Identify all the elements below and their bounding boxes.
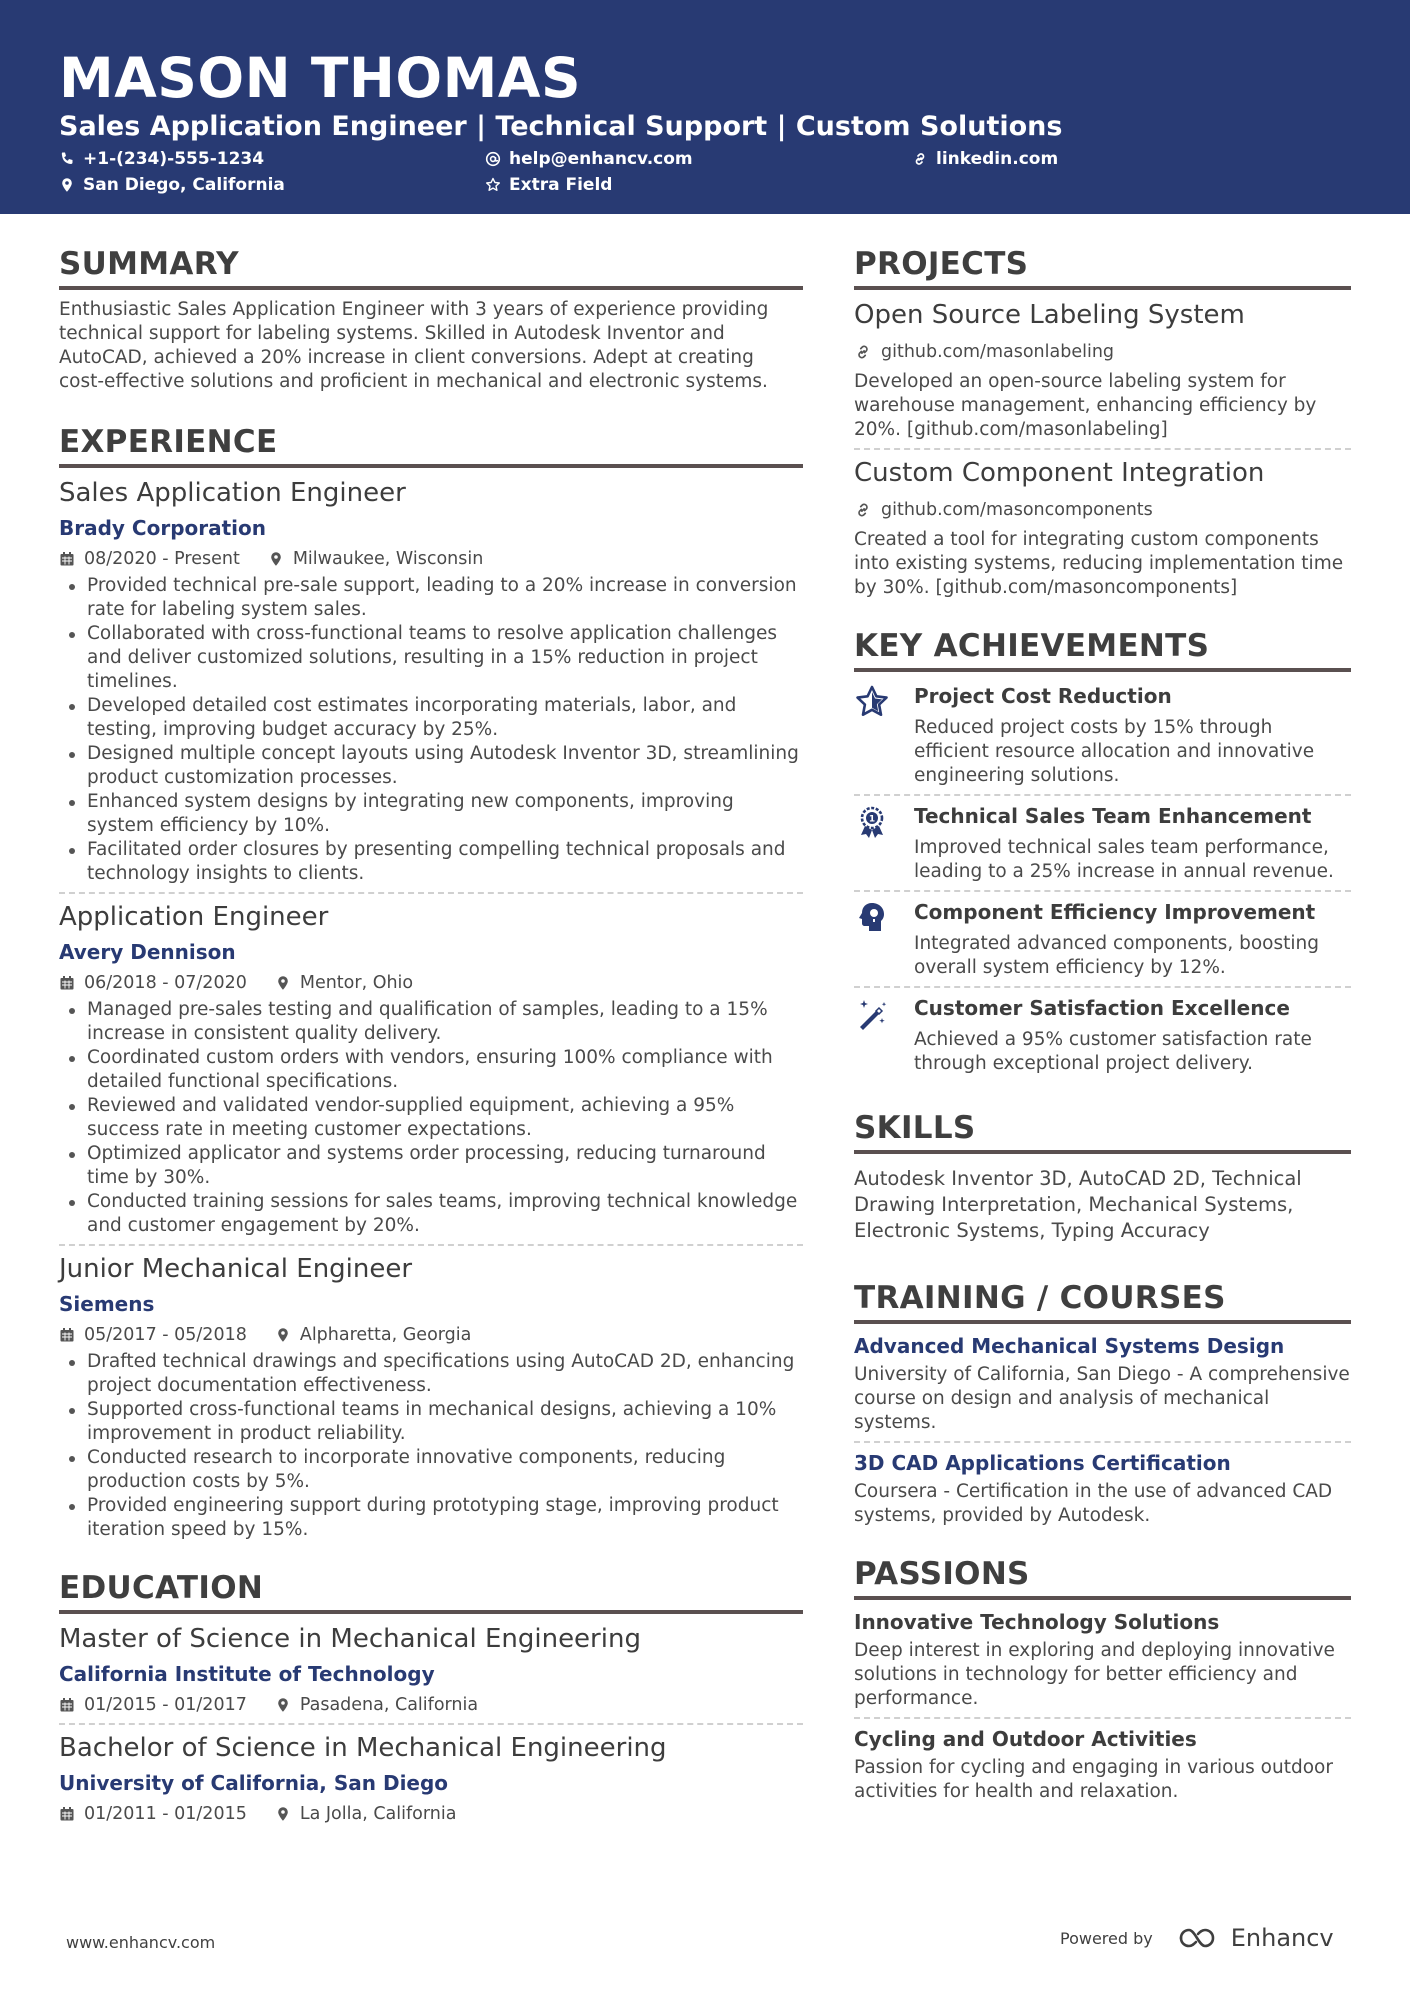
passion-desc: Passion for cycling and engaging in various outdoor activities for health and relaxation. <box>854 1757 1333 1802</box>
job-bullet: Coordinated custom orders with vendors, ensuring 100% compliance with detailed functional specifications. <box>59 1046 803 1094</box>
magic-wand-icon <box>854 996 890 1032</box>
footer-website[interactable]: www.enhancv.com <box>66 1933 216 1952</box>
job-bullet: Designed multiple concept layouts using Autodesk Inventor 3D, streamlining product customization processes. <box>59 742 803 790</box>
passion-title: Innovative Technology Solutions <box>854 1610 1220 1634</box>
project-desc: Developed an open-source labeling system for warehouse management, enhancing efficiency by 20%. [github.com/masonlabeling] <box>854 371 1317 440</box>
job-bullet: Collaborated with cross-functional teams to resolve application challenges and deliver customized solutions, resulting in a 15% reduction in project timelines. <box>59 622 803 694</box>
degree-title: Bachelor of Science in Mechanical Engineering <box>59 1733 667 1763</box>
education-item <box>59 1731 803 1826</box>
location-pin-icon <box>59 177 75 193</box>
link-icon <box>854 343 872 361</box>
enhancv-logo-icon <box>1177 1926 1223 1950</box>
job-bullet: Conducted research to incorporate innovative components, reducing production costs by 5%. <box>59 1446 803 1494</box>
company-name: Brady Corporation <box>59 516 267 540</box>
achievement-icon-wrap <box>854 898 914 940</box>
education-section <box>59 1568 803 1826</box>
course-title: Advanced Mechanical Systems Design <box>854 1334 1285 1358</box>
project-item <box>854 298 1351 442</box>
job-dates-text: 06/2018 - 07/2020 <box>84 973 247 993</box>
education-title: EDUCATION <box>59 1568 803 1614</box>
job-bullet: Drafted technical drawings and specifications using AutoCAD 2D, enhancing project documentation effectiveness. <box>59 1350 803 1398</box>
resume-header <box>0 0 1410 214</box>
achievements-section <box>854 626 1351 1076</box>
location-pin-icon <box>275 1697 291 1713</box>
education-item <box>59 1622 803 1717</box>
job-bullet: Conducted training sessions for sales teams, improving technical knowledge and customer engagement by 20%. <box>59 1190 803 1238</box>
course-title: 3D CAD Applications Certification <box>854 1451 1231 1475</box>
achievement-body <box>914 994 1351 1076</box>
item-divider <box>854 1441 1351 1443</box>
enhancv-logo[interactable] <box>1177 1924 1334 1952</box>
job-dates <box>59 547 240 571</box>
item-divider <box>59 1244 803 1246</box>
link-icon <box>854 501 872 519</box>
job-title: Application Engineer <box>59 902 329 932</box>
star-outline-icon <box>485 177 501 193</box>
achievement-desc: Achieved a 95% customer satisfaction rate through exceptional project delivery. <box>914 1029 1312 1074</box>
achievements-title: KEY ACHIEVEMENTS <box>854 626 1351 672</box>
passion-desc: Deep interest in exploring and deploying innovative solutions in technology for better efficiency and performance. <box>854 1640 1335 1709</box>
achievement-icon-wrap <box>854 682 914 724</box>
job-bullet: Enhanced system designs by integrating new components, improving system efficiency by 10%. <box>59 790 803 838</box>
company-name: Avery Dennison <box>59 940 236 964</box>
achievement-title: Project Cost Reduction <box>914 684 1172 708</box>
job-bullet: Supported cross-functional teams in mechanical designs, achieving a 10% improvement in product reliability. <box>59 1398 803 1446</box>
calendar-icon <box>59 1806 75 1822</box>
job-bullet: Managed pre-sales testing and qualification of samples, leading to a 15% increase in consistent quality delivery. <box>59 998 803 1046</box>
education-location-text: Pasadena, California <box>299 1695 479 1715</box>
project-title: Custom Component Integration <box>854 458 1265 488</box>
education-location-text: La Jolla, California <box>299 1804 457 1824</box>
job-bullet: Provided engineering support during prototyping stage, improving product iteration speed by 15%. <box>59 1494 803 1542</box>
calendar-icon <box>59 1327 75 1343</box>
achievement-item <box>854 994 1351 1076</box>
training-item <box>854 1449 1351 1528</box>
education-meta <box>59 1693 803 1717</box>
job-meta <box>59 547 803 571</box>
achievement-title: Technical Sales Team Enhancement <box>914 804 1312 828</box>
education-dates-text: 01/2011 - 01/2015 <box>84 1804 247 1824</box>
calendar-icon <box>59 551 75 567</box>
school-name: California Institute of Technology <box>59 1662 435 1686</box>
achievement-item <box>854 802 1351 884</box>
item-divider <box>59 1723 803 1725</box>
calendar-icon <box>59 1697 75 1713</box>
education-location <box>275 1693 478 1717</box>
education-dates <box>59 1693 247 1717</box>
job-dates <box>59 1323 247 1347</box>
training-item <box>854 1332 1351 1435</box>
education-location <box>275 1802 457 1826</box>
phone-icon <box>59 151 75 167</box>
passions-title: PASSIONS <box>854 1554 1351 1600</box>
achievement-title: Component Efficiency Improvement <box>914 900 1316 924</box>
achievement-body <box>914 898 1351 980</box>
job-location-text: Mentor, Ohio <box>299 973 414 993</box>
degree-title: Master of Science in Mechanical Engineering <box>59 1624 641 1654</box>
achievement-desc: Reduced project costs by 15% through efficient resource allocation and innovative engineering solutions. <box>914 717 1315 786</box>
item-divider <box>854 794 1351 796</box>
email-link[interactable]: help@enhancv.com <box>509 149 693 169</box>
passion-item <box>854 1608 1351 1711</box>
contact-extra <box>485 174 612 196</box>
footer-branding <box>1060 1924 1334 1952</box>
skills-section <box>854 1108 1351 1244</box>
svg-text:1: 1 <box>868 814 876 825</box>
projects-title: PROJECTS <box>854 244 1351 290</box>
job-location <box>275 1323 472 1347</box>
location-pin-icon <box>275 1806 291 1822</box>
contact-email[interactable] <box>485 148 693 170</box>
job-bullet: Facilitated order closures by presenting compelling technical proposals and technology insights to clients. <box>59 838 803 886</box>
job-bullet: Provided technical pre-sale support, leading to a 20% increase in conversion rate for labeling system sales. <box>59 574 803 622</box>
calendar-icon <box>59 975 75 991</box>
job-location-text: Milwaukee, Wisconsin <box>292 549 484 569</box>
training-title: TRAINING / COURSES <box>854 1278 1351 1324</box>
job-bullets <box>59 1350 803 1542</box>
achievement-desc: Integrated advanced components, boosting overall system efficiency by 12%. <box>914 933 1319 978</box>
location-pin-icon <box>275 975 291 991</box>
experience-title: EXPERIENCE <box>59 422 803 468</box>
job-dates-text: 08/2020 - Present <box>84 549 240 569</box>
job-bullets <box>59 998 803 1238</box>
head-idea-icon <box>854 900 890 936</box>
achievement-item <box>854 682 1351 788</box>
powered-by-label: Powered by <box>1060 1928 1153 1948</box>
job-title: Sales Application Engineer <box>59 478 406 508</box>
summary-text: Enthusiastic Sales Application Engineer with 3 years of experience providing technical support for labeling systems. Skilled in Autodesk Inventor and AutoCAD, achieved a 20% increase in client conversions. Adept at creating cost-effective solutions and proficient in mechanical and electronic systems. <box>59 299 769 392</box>
achievement-body <box>914 682 1351 788</box>
job-bullet: Optimized applicator and systems order processing, reducing turnaround time by 30%. <box>59 1142 803 1190</box>
location-pin-icon <box>268 551 284 567</box>
award-medal-icon <box>854 804 890 840</box>
item-divider <box>854 448 1351 450</box>
projects-section <box>854 244 1351 600</box>
passion-item <box>854 1725 1351 1804</box>
summary-title: SUMMARY <box>59 244 803 290</box>
job-title: Junior Mechanical Engineer <box>59 1254 413 1284</box>
enhancv-logo-text: Enhancv <box>1230 1924 1334 1952</box>
link-icon <box>912 151 928 167</box>
contact-location <box>59 174 285 196</box>
item-divider <box>854 890 1351 892</box>
company-name: Siemens <box>59 1292 155 1316</box>
job-bullet: Developed detailed cost estimates incorporating materials, labor, and testing, improving budget accuracy by 25%. <box>59 694 803 742</box>
job-dates <box>59 971 247 995</box>
skills-title: SKILLS <box>854 1108 1351 1154</box>
candidate-headline: Sales Application Engineer | Technical Support | Custom Solutions <box>59 111 1063 142</box>
extra-field-text: Extra Field <box>509 175 613 195</box>
location-pin-icon <box>275 1327 291 1343</box>
education-dates-text: 01/2015 - 01/2017 <box>84 1695 247 1715</box>
achievement-icon-wrap <box>854 994 914 1036</box>
job-dates-text: 05/2017 - 05/2018 <box>84 1325 247 1345</box>
project-link-text[interactable]: github.com/masonlabeling <box>881 342 1115 362</box>
experience-section <box>59 422 803 1542</box>
achievement-desc: Improved technical sales team performance, leading to a 25% increase in annual revenue. <box>914 837 1334 882</box>
job-location-text: Alpharetta, Georgia <box>299 1325 472 1345</box>
candidate-name: MASON THOMAS <box>59 46 582 110</box>
right-column <box>854 244 1351 1804</box>
training-section <box>854 1278 1351 1528</box>
experience-item <box>59 476 803 886</box>
linkedin-link[interactable]: linkedin.com <box>936 149 1059 169</box>
project-title: Open Source Labeling System <box>854 300 1245 330</box>
project-link[interactable] <box>854 498 1351 522</box>
job-meta <box>59 1323 803 1347</box>
job-location <box>268 547 484 571</box>
project-item <box>854 456 1351 600</box>
job-location <box>275 971 413 995</box>
summary-section <box>59 244 803 394</box>
school-name: University of California, San Diego <box>59 1771 449 1795</box>
job-meta <box>59 971 803 995</box>
project-link-text[interactable]: github.com/masoncomponents <box>881 500 1153 520</box>
job-bullets <box>59 574 803 886</box>
achievement-icon-wrap <box>854 802 914 844</box>
at-icon <box>485 151 501 167</box>
education-meta <box>59 1802 803 1826</box>
achievement-title: Customer Satisfaction Excellence <box>914 996 1290 1020</box>
course-desc: University of California, San Diego - A comprehensive course on design and analysis of mechanical systems. <box>854 1364 1350 1433</box>
location-text: San Diego, California <box>83 175 285 195</box>
experience-item <box>59 900 803 1238</box>
passions-section <box>854 1554 1351 1804</box>
project-link[interactable] <box>854 340 1351 364</box>
project-desc: Created a tool for integrating custom components into existing systems, reducing implementation time by 30%. [github.com/masoncomponents] <box>854 529 1344 598</box>
passion-title: Cycling and Outdoor Activities <box>854 1727 1197 1751</box>
item-divider <box>854 986 1351 988</box>
skills-text: Autodesk Inventor 3D, AutoCAD 2D, Technical Drawing Interpretation, Mechanical Systems, Electronic Systems, Typing Accuracy <box>854 1167 1302 1242</box>
achievement-body <box>914 802 1351 884</box>
item-divider <box>854 1717 1351 1719</box>
item-divider <box>59 892 803 894</box>
education-dates <box>59 1802 247 1826</box>
experience-item <box>59 1252 803 1542</box>
job-bullet: Reviewed and validated vendor-supplied equipment, achieving a 95% success rate in meeting customer expectations. <box>59 1094 803 1142</box>
contact-phone <box>59 148 264 170</box>
achievement-item <box>854 898 1351 980</box>
star-icon <box>854 684 890 720</box>
contact-linkedin[interactable] <box>912 148 1058 170</box>
phone-text: +1-(234)-555-1234 <box>83 149 265 169</box>
course-desc: Coursera - Certification in the use of advanced CAD systems, provided by Autodesk. <box>854 1481 1333 1526</box>
left-column <box>59 244 803 1826</box>
